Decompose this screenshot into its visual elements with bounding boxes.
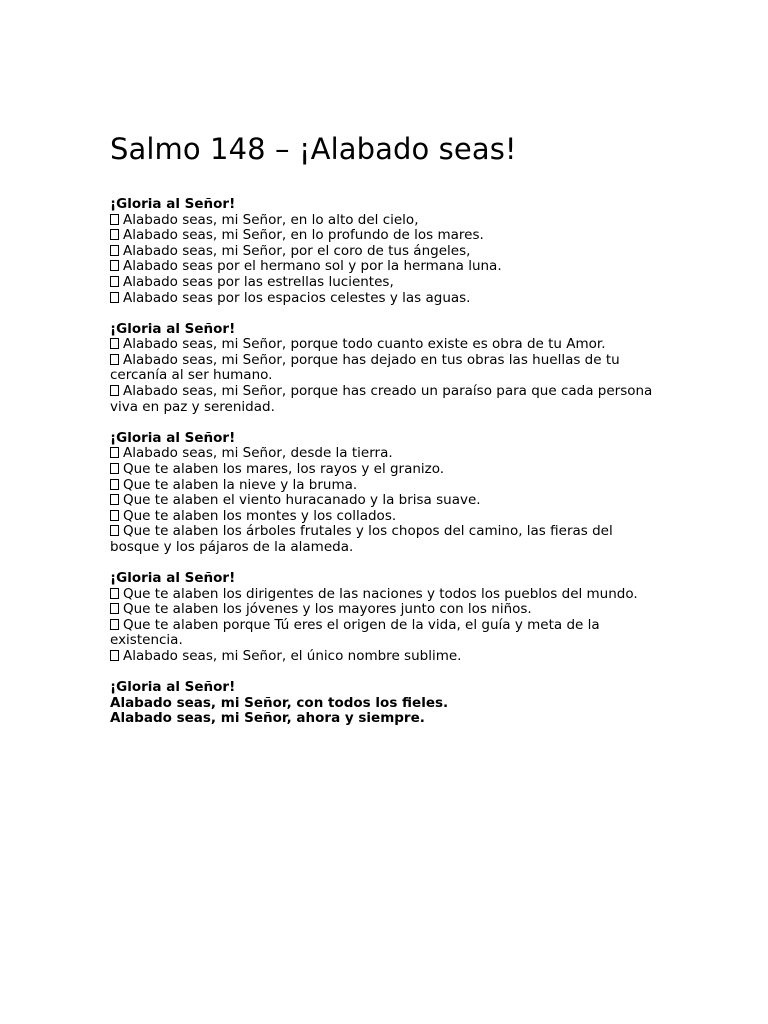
verse-line xyxy=(110,587,660,603)
missing-glyph-icon xyxy=(110,260,119,271)
missing-glyph-icon xyxy=(110,603,119,614)
verse-text: Alabado seas, mi Señor, desde la tierra. xyxy=(123,445,393,462)
stanza-4 xyxy=(110,571,660,665)
missing-glyph-icon xyxy=(110,479,119,490)
verse-text: Alabado seas por las estrellas lucientes, xyxy=(123,273,394,290)
missing-glyph-icon xyxy=(110,229,119,240)
missing-glyph-icon xyxy=(110,245,119,256)
verse-line xyxy=(110,244,660,260)
verse-line xyxy=(110,524,660,555)
verse-line xyxy=(110,649,660,665)
missing-glyph-icon xyxy=(110,354,119,365)
verse-text: Alabado seas, mi Señor, porque has creado un paraíso para que cada persona viva en paz y serenidad. xyxy=(110,383,653,415)
verse-text: Alabado seas, mi Señor, porque todo cuanto existe es obra de tu Amor. xyxy=(123,336,606,353)
missing-glyph-icon xyxy=(110,494,119,505)
verse-line xyxy=(110,259,660,275)
verse-line xyxy=(110,602,660,618)
missing-glyph-icon xyxy=(110,525,119,536)
verse-text: Alabado seas, mi Señor, porque has dejado en tus obras las huellas de tu cercanía al ser humano. xyxy=(110,351,620,384)
verse-line xyxy=(110,213,660,229)
missing-glyph-icon xyxy=(110,463,119,474)
stanza-2 xyxy=(110,322,660,416)
missing-glyph-icon xyxy=(110,338,119,349)
verse-text: Alabado seas, mi Señor, en lo profundo de los mares. xyxy=(123,227,484,244)
refrain: ¡Gloria al Señor! xyxy=(110,429,236,446)
missing-glyph-icon xyxy=(110,292,119,303)
verse-text: Que te alaben los dirigentes de las naciones y todos los pueblos del mundo. xyxy=(123,585,638,602)
verse-line xyxy=(110,462,660,478)
refrain: ¡Gloria al Señor! xyxy=(110,569,236,586)
missing-glyph-icon xyxy=(110,510,119,521)
verse-line xyxy=(110,618,660,649)
missing-glyph-icon xyxy=(110,214,119,225)
verse-line xyxy=(110,478,660,494)
stanza-3 xyxy=(110,431,660,556)
missing-glyph-icon xyxy=(110,588,119,599)
verse-line xyxy=(110,337,660,353)
document-page xyxy=(110,130,660,742)
verse-text: Que te alaben los mares, los rayos y el granizo. xyxy=(123,460,445,477)
verse-text: Que te alaben los jóvenes y los mayores junto con los niños. xyxy=(123,601,532,618)
page-title: Salmo 148 – ¡Alabado seas! xyxy=(110,132,517,166)
verse-text: Alabado seas, mi Señor, el único nombre sublime. xyxy=(123,647,462,664)
missing-glyph-icon xyxy=(110,650,119,661)
stanza-5 xyxy=(110,680,660,727)
verse-text: Alabado seas por el hermano sol y por la hermana luna. xyxy=(123,258,502,275)
verse-text: Alabado seas por los espacios celestes y las aguas. xyxy=(123,289,471,306)
verse-line xyxy=(110,384,660,415)
missing-glyph-icon xyxy=(110,447,119,458)
stanza-1 xyxy=(110,197,660,306)
refrain: ¡Gloria al Señor! xyxy=(110,679,236,696)
psalm-body xyxy=(110,197,660,727)
verse-line xyxy=(110,446,660,462)
verse-line xyxy=(110,509,660,525)
verse-line xyxy=(110,228,660,244)
verse-text: Que te alaben porque Tú eres el origen de la vida, el guía y meta de la existencia. xyxy=(110,616,600,649)
missing-glyph-icon xyxy=(110,276,119,287)
verse-text: Que te alaben el viento huracanado y la brisa suave. xyxy=(123,492,481,509)
verse-line xyxy=(110,353,660,384)
verse-text: Alabado seas, mi Señor, en lo alto del cielo, xyxy=(123,211,419,228)
missing-glyph-icon xyxy=(110,385,119,396)
verse-text: Que te alaben la nieve y la bruma. xyxy=(123,476,358,493)
refrain: ¡Gloria al Señor! xyxy=(110,320,236,337)
verse-line xyxy=(110,493,660,509)
refrain: ¡Gloria al Señor! xyxy=(110,196,236,212)
closing-line: Alabado seas, mi Señor, ahora y siempre. xyxy=(110,710,425,727)
verse-line xyxy=(110,291,660,307)
closing-line: Alabado seas, mi Señor, con todos los fieles. xyxy=(110,694,449,711)
missing-glyph-icon xyxy=(110,619,119,630)
verse-text: Alabado seas, mi Señor, por el coro de tus ángeles, xyxy=(123,242,471,259)
verse-text: Que te alaben los árboles frutales y los chopos del camino, las fieras del bosque y los pájaros de la alameda. xyxy=(110,523,613,555)
verse-text: Que te alaben los montes y los collados. xyxy=(123,507,397,524)
verse-line xyxy=(110,275,660,291)
